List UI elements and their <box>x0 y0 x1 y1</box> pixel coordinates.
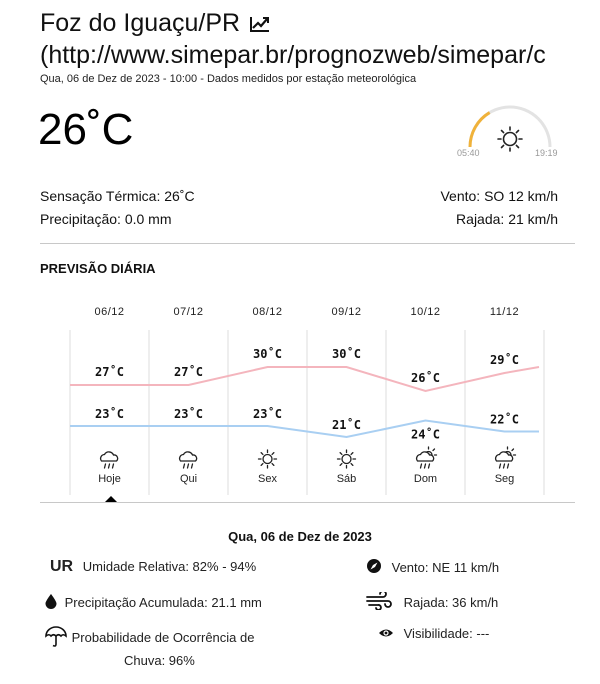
sunrise-time: 05:40 <box>457 148 480 158</box>
forecast-day-label[interactable]: Seg <box>494 473 515 485</box>
visibility-value: Visibilidade: --- <box>403 626 490 641</box>
sun-icon <box>259 450 277 468</box>
detail-gust-value: Rajada: 36 km/h <box>403 595 499 610</box>
forecast-title: PREVISÃO DIÁRIA <box>40 261 156 276</box>
drop-icon <box>44 593 58 609</box>
daily-forecast-chart <box>0 295 600 495</box>
forecast-day-label[interactable]: Sáb <box>336 473 357 485</box>
wind-gust-icon <box>366 592 394 610</box>
city-title <box>40 8 271 39</box>
forecast-date: 07/12 <box>173 306 204 318</box>
forecast-day-label[interactable]: Qui <box>179 473 198 485</box>
rain-icon <box>180 452 197 468</box>
detail-gust-row <box>366 592 498 610</box>
sunset-time: 19:19 <box>535 148 558 158</box>
forecast-date: 06/12 <box>94 306 125 318</box>
precip-accum-row <box>44 593 262 610</box>
precip-accum-value: Precipitação Acumulada: 21.1 mm <box>64 595 262 610</box>
forecast-date: 08/12 <box>252 306 283 318</box>
sun-icon <box>338 450 356 468</box>
current-wind: Vento: SO 12 km/h <box>440 188 558 204</box>
max-temperature-label: 27˚C <box>95 365 124 379</box>
section-divider <box>40 243 575 244</box>
rain-prob-line1: Probabilidade de Ocorrência de <box>71 630 255 645</box>
forecast-day-label[interactable]: Hoje <box>98 473 121 485</box>
observation-subtitle: Qua, 06 de Dez de 2023 - 10:00 - Dados medidos por estação meteorológica <box>40 73 417 85</box>
forecast-day-label[interactable]: Dom <box>413 473 438 485</box>
min-temperature-label: 23˚C <box>174 407 203 421</box>
min-temperature-label: 24˚C <box>411 427 440 442</box>
rain-prob-row <box>44 626 254 648</box>
eye-icon <box>378 627 394 639</box>
min-temperature-label: 23˚C <box>95 407 124 421</box>
max-temperature-label: 27˚C <box>174 365 203 379</box>
current-precipitation: Precipitação: 0.0 mm <box>40 211 172 227</box>
max-temperature-line <box>70 367 539 391</box>
max-temperature-label: 29˚C <box>490 353 519 367</box>
min-temperature-label: 22˚C <box>490 412 519 427</box>
min-temperature-label: 23˚C <box>253 407 282 421</box>
sun-cloud-rain-icon <box>496 447 516 468</box>
forecast-date: 09/12 <box>331 306 362 318</box>
min-temperature-label: 21˚C <box>332 418 361 432</box>
city-name: Foz do Iguaçu/PR <box>40 9 241 37</box>
source-url[interactable]: (http://www.simepar.br/prognozweb/simepar/c <box>40 41 546 69</box>
rain-icon <box>101 452 118 468</box>
humidity-row <box>50 558 256 576</box>
forecast-day-label[interactable]: Sex <box>258 473 277 485</box>
sun-cloud-rain-icon <box>417 447 437 468</box>
detail-date: Qua, 06 de Dez de 2023 <box>228 529 372 544</box>
max-temperature-label: 26˚C <box>411 371 440 385</box>
max-temperature-label: 30˚C <box>332 347 361 361</box>
compass-icon <box>366 558 382 574</box>
current-gust: Rajada: 21 km/h <box>456 211 558 227</box>
forecast-date: 11/12 <box>489 306 520 318</box>
max-temperature-label: 30˚C <box>253 347 282 361</box>
sun-icon <box>498 127 522 151</box>
umbrella-icon <box>44 626 68 648</box>
min-temperature-line <box>70 421 539 438</box>
current-temperature: 26˚C <box>38 105 134 154</box>
chart-line-icon[interactable] <box>249 15 271 33</box>
humidity-value: Umidade Relativa: 82% - 94% <box>82 559 257 574</box>
rain-prob-line2: Chuva: 96% <box>124 653 195 668</box>
visibility-row <box>378 626 489 641</box>
humidity-abbr: UR <box>50 558 74 575</box>
forecast-divider <box>40 502 575 503</box>
detail-wind-row <box>366 558 499 575</box>
forecast-date: 10/12 <box>410 306 441 318</box>
detail-wind-value: Vento: NE 11 km/h <box>391 560 500 575</box>
feels-like: Sensação Térmica: 26˚C <box>40 188 195 204</box>
